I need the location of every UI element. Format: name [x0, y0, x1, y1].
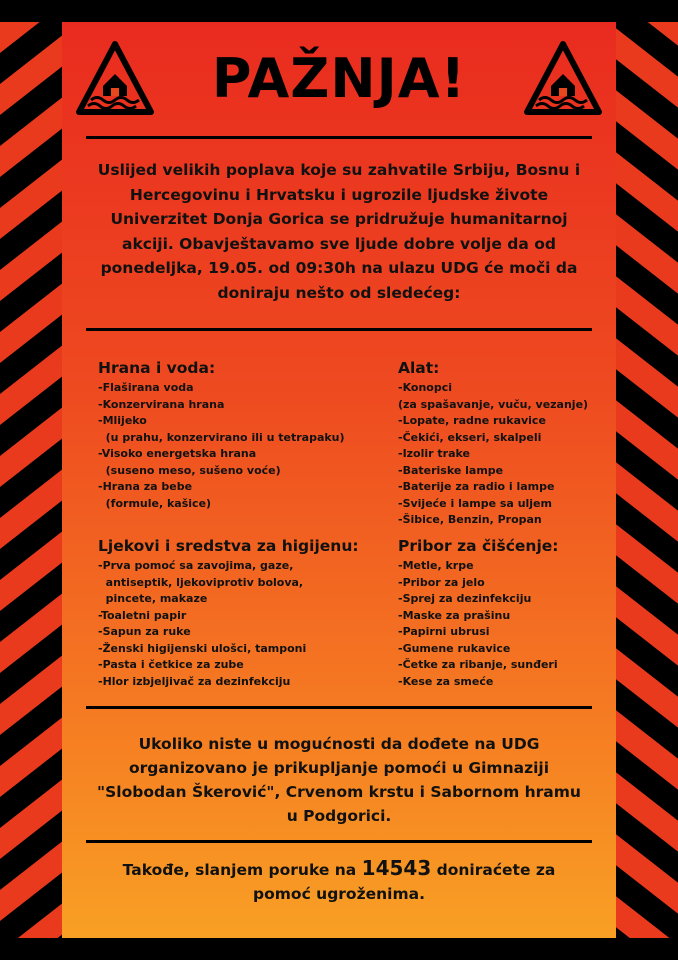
list-item: -Baterije za radio i lampe — [398, 480, 555, 493]
list-item: (u prahu, konzervirano ili u tetrapaku) — [98, 430, 345, 444]
food-section — [98, 358, 345, 512]
sms-number: 14543 — [361, 856, 432, 880]
flood-warning-icon — [76, 40, 154, 118]
list-item: -Metle, krpe — [398, 559, 474, 572]
list-item: -Papirni ubrusi — [398, 625, 490, 638]
poster-panel — [62, 22, 616, 938]
medicine-list — [98, 558, 359, 690]
cleaning-list — [398, 558, 558, 690]
divider — [86, 136, 592, 139]
list-item: -Prva pomoć sa zavojima, gaze, — [98, 559, 294, 572]
list-item: -Izolir trake — [398, 447, 470, 460]
hazard-stripes-right — [608, 22, 678, 938]
cleaning-section — [398, 536, 558, 690]
medicine-heading: Ljekovi i sredstva za higijenu: — [98, 537, 359, 555]
list-item: -Hrana za bebe — [98, 480, 193, 493]
sms-text-before: Takođe, slanjem poruke na — [122, 861, 362, 879]
list-item: -Sapun za ruke — [98, 625, 191, 638]
list-item: (za spašavanje, vuču, vezanje) — [398, 397, 589, 411]
list-item: -Lopate, radne rukavice — [398, 414, 546, 427]
flood-warning-icon — [524, 40, 602, 118]
list-item: -Konzervirana hrana — [98, 397, 225, 411]
cleaning-heading: Pribor za čišćenje: — [398, 537, 559, 555]
list-item: -Maske za prašinu — [398, 608, 511, 622]
food-heading: Hrana i voda: — [98, 359, 216, 377]
list-item: -Hlor izbjeljivač za dezinfekciju — [98, 674, 291, 688]
list-item: -Pribor za jelo — [398, 575, 485, 589]
tools-list — [398, 380, 588, 529]
intro-text: Uslijed velikih poplava koje su zahvatile Srbiju, Bosnu i Hercegovinu i Hrvatsku i ugrozile ljudske živote Univerzitet Donja Gorica se pridružuje humanitarnoj akciji. Obavještavamo sve ljude dobre volje da od ponedeljka, 19.05. od 09:30h na ulazu UDG će moči da doniraju nešto od sledećeg: — [97, 161, 581, 302]
tools-heading: Alat: — [398, 359, 440, 377]
list-item: -Konopci — [398, 381, 453, 394]
list-item: -Četke za ribanje, sunđeri — [398, 658, 558, 671]
collection-points-text: Ukoliko niste u mogućnosti da dođete na UDG organizovano je prikupljanje pomoći u Gimnaziji "Slobodan Škerović", Crvenom krstu i Sabornom hramu u Podgorici. — [97, 735, 581, 825]
list-item: -Mlijeko — [98, 414, 147, 427]
list-item: -Sprej za dezinfekciju — [398, 592, 532, 605]
list-item: -Toaletni papir — [98, 608, 187, 622]
sms-donation-text — [96, 856, 582, 906]
list-item: -Pasta i četkice za zube — [98, 658, 244, 671]
list-item: -Bateriske lampe — [398, 463, 504, 477]
divider — [86, 328, 592, 331]
list-item: -Gumene rukavice — [398, 641, 511, 655]
tools-section — [398, 358, 588, 529]
page-title: PAŽNJA! — [211, 47, 467, 110]
list-item: -Kese za smeće — [398, 674, 494, 688]
medicine-section — [98, 536, 359, 690]
divider — [86, 706, 592, 709]
list-item: (formule, kašice) — [98, 496, 212, 510]
list-item: -Visoko energetska hrana — [98, 447, 257, 460]
hazard-stripes-left — [0, 22, 70, 938]
list-item: -Čekići, ekseri, skalpeli — [398, 430, 542, 444]
list-item: pincete, makaze — [98, 592, 208, 605]
food-list — [98, 380, 345, 512]
list-item: -Šibice, Benzin, Propan — [398, 513, 542, 526]
list-item: (suseno meso, sušeno voće) — [98, 463, 281, 477]
list-item: antiseptik, ljekoviprotiv bolova, — [98, 575, 304, 589]
list-item: -Svijeće i lampe sa uljem — [398, 496, 552, 510]
sms-text-after: doniraćete za pomoć ugroženima. — [253, 861, 556, 903]
divider — [86, 840, 592, 843]
list-item: -Ženski higijenski ulošci, tamponi — [98, 641, 307, 655]
list-item: -Flaširana voda — [98, 381, 194, 394]
